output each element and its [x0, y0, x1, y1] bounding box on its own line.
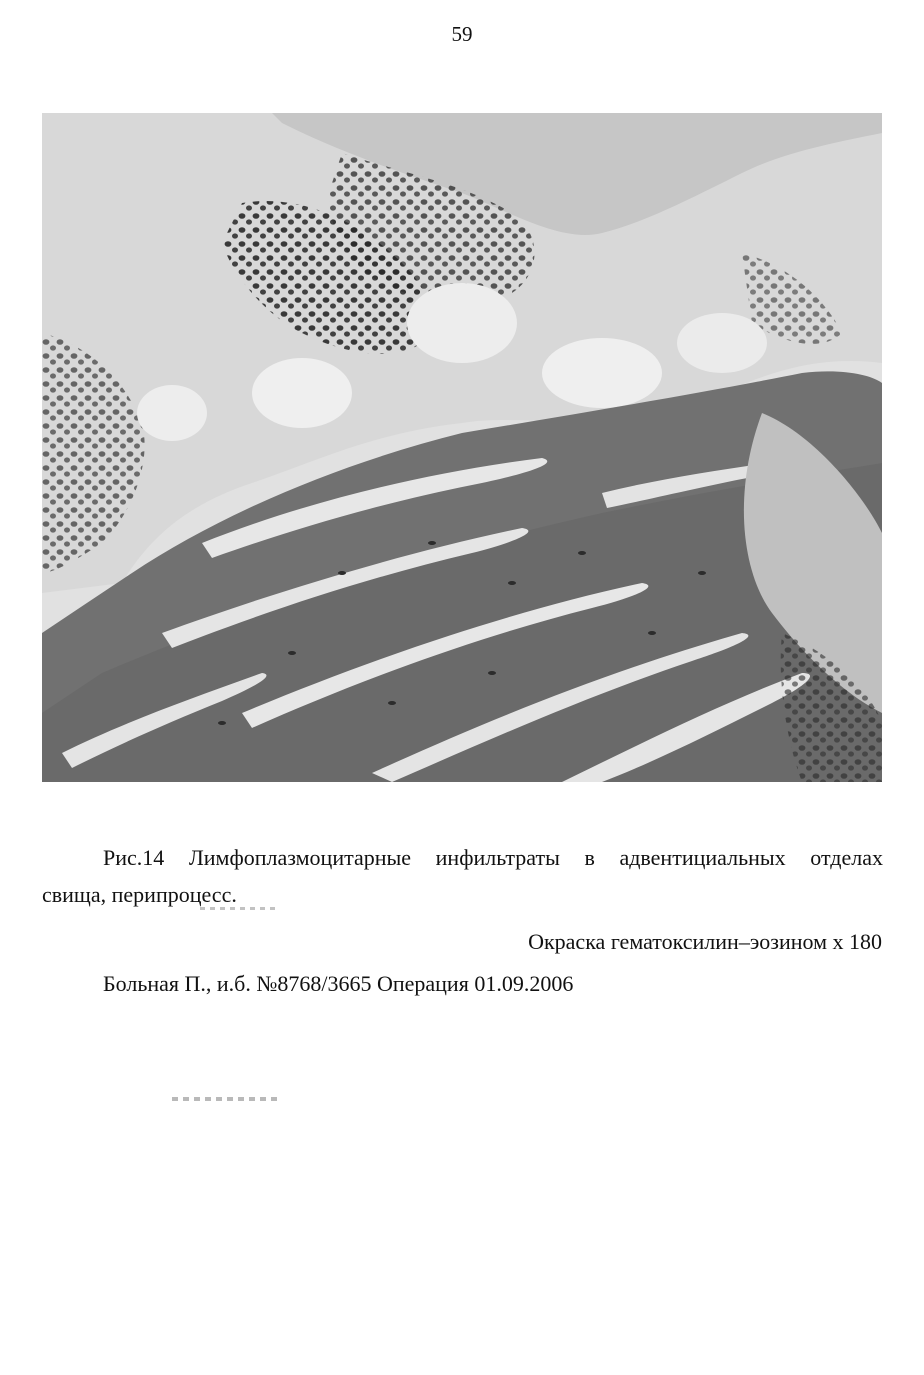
caption-line-2: свища, перипроцесс. [42, 882, 237, 907]
scan-artifact [172, 1097, 282, 1101]
histology-micrograph [42, 113, 882, 782]
figure-caption [103, 840, 883, 876]
stain-note: Окраска гематоксилин–эозином х 180 [528, 929, 882, 954]
micrograph-image [42, 113, 882, 782]
page-number: 59 [451, 22, 473, 46]
caption-line-1: Рис.14 Лимфоплазмоцитарные инфильтраты в адвентициальных отделах [103, 845, 883, 870]
scan-artifact [200, 907, 280, 910]
patient-info: Больная П., и.б. №8768/3665 Операция 01.09.2006 [103, 971, 574, 996]
